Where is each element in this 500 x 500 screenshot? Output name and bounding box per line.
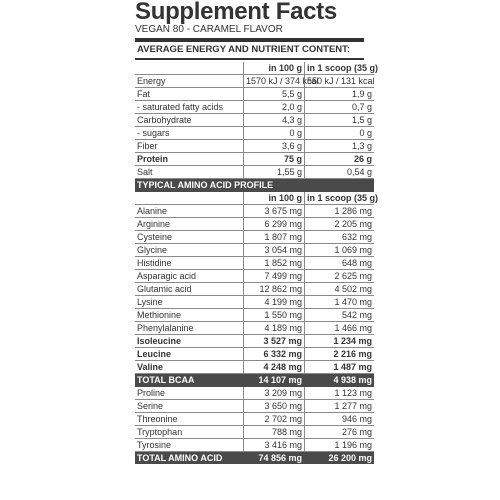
- value-per-100g: 3 650 mg: [244, 400, 305, 413]
- amino-acid-row: [135, 361, 374, 374]
- value-per-scoop: 648 mg: [305, 257, 375, 270]
- nutrient-row: [135, 101, 374, 114]
- value-per-scoop: 4 938 mg: [305, 374, 375, 387]
- value-per-scoop: 632 mg: [305, 231, 375, 244]
- amino-acid-row: [135, 439, 374, 452]
- value-per-100g: 1,55 g: [244, 166, 305, 179]
- value-per-scoop: 0,7 g: [305, 101, 375, 114]
- value-per-100g: 4,3 g: [244, 114, 305, 127]
- value-per-100g: 1 550 mg: [244, 309, 305, 322]
- row-label: Fiber: [135, 140, 244, 153]
- nutrient-row: [135, 166, 374, 179]
- row-label: Histidine: [135, 257, 244, 270]
- column-header-empty: [135, 62, 244, 75]
- value-per-scoop: 1 466 mg: [305, 322, 375, 335]
- section-label-nutrients: AVERAGE ENERGY AND NUTRIENT CONTENT:: [137, 44, 351, 55]
- value-per-scoop: 1 277 mg: [305, 400, 375, 413]
- value-per-100g: 3 209 mg: [244, 387, 305, 400]
- amino-acid-row: [135, 387, 374, 400]
- row-label: Asparagic acid: [135, 270, 244, 283]
- value-per-scoop: 2 625 mg: [305, 270, 375, 283]
- value-per-scoop: 1 069 mg: [305, 244, 375, 257]
- section-label-amino-acids: TYPICAL AMINO ACID PROFILE: [135, 179, 374, 192]
- value-per-scoop: 946 mg: [305, 413, 375, 426]
- row-label: Carbohydrate: [135, 114, 244, 127]
- amino-acid-row: [135, 257, 374, 270]
- row-label: Protein: [135, 153, 244, 166]
- column-header-per-scoop: in 1 scoop (35 g): [305, 192, 375, 205]
- row-label: Serine: [135, 400, 244, 413]
- row-label: TOTAL BCAA: [135, 374, 244, 387]
- value-per-scoop: 0 g: [305, 127, 375, 140]
- value-per-scoop: 1 234 mg: [305, 335, 375, 348]
- value-per-100g: 0 g: [244, 127, 305, 140]
- value-per-100g: 14 107 mg: [244, 374, 305, 387]
- column-header-per-100g: in 100 g: [244, 62, 305, 75]
- value-per-scoop: 4 502 mg: [305, 283, 375, 296]
- value-per-100g: 4 248 mg: [244, 361, 305, 374]
- row-label: Methionine: [135, 309, 244, 322]
- nutrient-row: [135, 114, 374, 127]
- row-label: Tryptophan: [135, 426, 244, 439]
- section-divider: [135, 58, 364, 60]
- amino-acid-row: [135, 231, 374, 244]
- value-per-scoop: 1,5 g: [305, 114, 375, 127]
- row-label: TOTAL AMINO ACID: [135, 452, 244, 465]
- total-row: [135, 374, 374, 387]
- column-header-empty: [135, 192, 244, 205]
- amino-acid-row: [135, 296, 374, 309]
- row-label: Glutamic acid: [135, 283, 244, 296]
- value-per-100g: 1570 kJ / 374 kcal: [244, 75, 305, 88]
- value-per-100g: 1 852 mg: [244, 257, 305, 270]
- supplement-facts-table: [135, 62, 379, 464]
- value-per-scoop: 276 mg: [305, 426, 375, 439]
- amino-acid-row: [135, 413, 374, 426]
- amino-acid-row: [135, 218, 374, 231]
- column-header-per-scoop: in 1 scoop (35 g): [305, 62, 375, 75]
- value-per-scoop: 550 kJ / 131 kcal: [305, 75, 375, 88]
- value-per-scoop: 542 mg: [305, 309, 375, 322]
- row-label: Salt: [135, 166, 244, 179]
- value-per-scoop: 1 286 mg: [305, 205, 375, 218]
- amino-acid-row: [135, 335, 374, 348]
- value-per-scoop: 1 123 mg: [305, 387, 375, 400]
- amino-acid-section-header: [135, 179, 374, 192]
- row-label: Cysteine: [135, 231, 244, 244]
- amino-acid-row: [135, 283, 374, 296]
- value-per-scoop: 2 216 mg: [305, 348, 375, 361]
- value-per-100g: 3 054 mg: [244, 244, 305, 257]
- value-per-100g: 75 g: [244, 153, 305, 166]
- row-label: Proline: [135, 387, 244, 400]
- nutrient-row: [135, 127, 374, 140]
- amino-acid-row: [135, 348, 374, 361]
- value-per-100g: 3 527 mg: [244, 335, 305, 348]
- product-subtitle: VEGAN 80 - CARAMEL FLAVOR: [135, 24, 283, 35]
- total-row: [135, 452, 374, 465]
- row-label: Energy: [135, 75, 244, 88]
- nutrient-row: [135, 153, 374, 166]
- value-per-100g: 4 199 mg: [244, 296, 305, 309]
- nutrient-row: [135, 140, 374, 153]
- row-label: Fat: [135, 88, 244, 101]
- amino-acid-row: [135, 270, 374, 283]
- value-per-100g: 12 862 mg: [244, 283, 305, 296]
- value-per-100g: 1 807 mg: [244, 231, 305, 244]
- amino-acid-row: [135, 244, 374, 257]
- value-per-scoop: 1 487 mg: [305, 361, 375, 374]
- value-per-scoop: 1,9 g: [305, 88, 375, 101]
- nutrient-row: [135, 88, 374, 101]
- value-per-100g: 74 856 mg: [244, 452, 305, 465]
- value-per-scoop: 26 200 mg: [305, 452, 375, 465]
- value-per-100g: 3 416 mg: [244, 439, 305, 452]
- column-header-per-100g: in 100 g: [244, 192, 305, 205]
- row-label: Glycine: [135, 244, 244, 257]
- row-label: Tyrosine: [135, 439, 244, 452]
- top-divider: [135, 38, 364, 42]
- value-per-100g: 6 299 mg: [244, 218, 305, 231]
- column-header-row: [135, 62, 374, 75]
- row-label: Leucine: [135, 348, 244, 361]
- value-per-100g: 5,5 g: [244, 88, 305, 101]
- amino-acid-row: [135, 400, 374, 413]
- value-per-100g: 6 332 mg: [244, 348, 305, 361]
- amino-acid-row: [135, 322, 374, 335]
- page-title: Supplement Facts: [135, 0, 337, 25]
- value-per-100g: 2 702 mg: [244, 413, 305, 426]
- amino-acid-row: [135, 426, 374, 439]
- row-label: Isoleucine: [135, 335, 244, 348]
- value-per-scoop: 26 g: [305, 153, 375, 166]
- amino-acid-row: [135, 309, 374, 322]
- row-label: Alanine: [135, 205, 244, 218]
- row-label: Valine: [135, 361, 244, 374]
- nutrient-row: [135, 75, 374, 88]
- value-per-100g: 7 499 mg: [244, 270, 305, 283]
- row-label: Arginine: [135, 218, 244, 231]
- column-header-row: [135, 192, 374, 205]
- value-per-scoop: 2 205 mg: [305, 218, 375, 231]
- row-label: - sugars: [135, 127, 244, 140]
- value-per-scoop: 1 196 mg: [305, 439, 375, 452]
- value-per-100g: 788 mg: [244, 426, 305, 439]
- value-per-100g: 3 675 mg: [244, 205, 305, 218]
- value-per-scoop: 1 470 mg: [305, 296, 375, 309]
- value-per-scoop: 1,3 g: [305, 140, 375, 153]
- row-label: Lysine: [135, 296, 244, 309]
- value-per-100g: 3,6 g: [244, 140, 305, 153]
- row-label: Threonine: [135, 413, 244, 426]
- value-per-100g: 2,0 g: [244, 101, 305, 114]
- row-label: Phenylalanine: [135, 322, 244, 335]
- row-label: - saturated fatty acids: [135, 101, 244, 114]
- value-per-100g: 4 189 mg: [244, 322, 305, 335]
- value-per-scoop: 0,54 g: [305, 166, 375, 179]
- amino-acid-row: [135, 205, 374, 218]
